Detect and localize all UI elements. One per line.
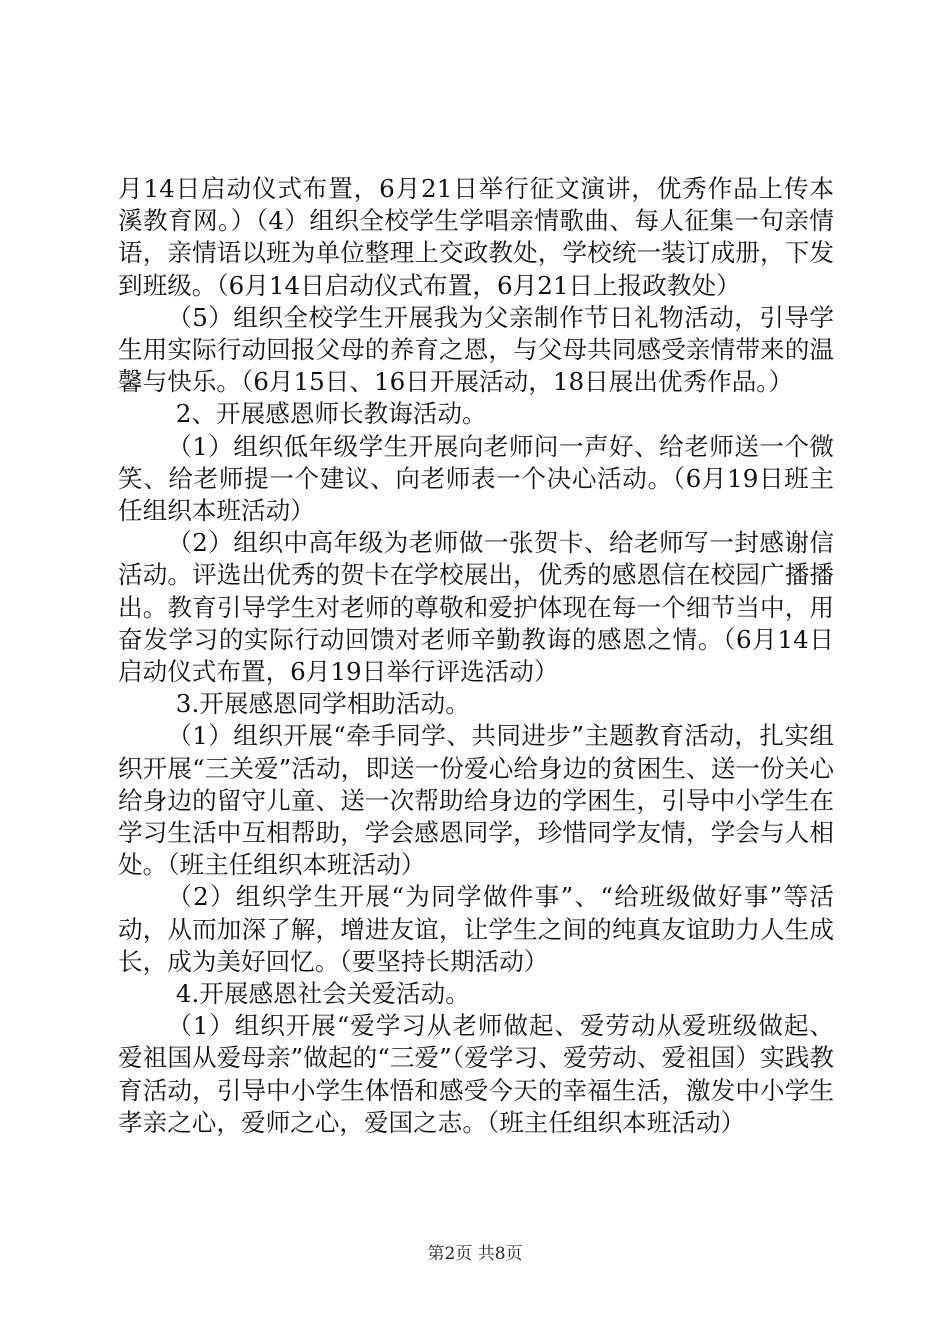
page-footer: 第2页 共8页 xyxy=(427,1244,523,1264)
paragraph-item-5: （5）组织全校学生开展我为父亲制作节日礼物活动，引导学生用实际行动回报父母的养育之恩，与父母共同感受亲情带来的温馨与快乐。（6月15日、16日开展活动，18日展出优秀作品。） xyxy=(118,302,834,397)
document-body xyxy=(118,173,834,1139)
paragraph-item-4-1: （1）组织开展“爱学习从老师做起、爱劳动从爱班级做起、爱祖国从爱母亲”做起的“三爱”（爱学习、爱劳动、爱祖国）实践教育活动，引导中小学生体悟和感受今天的幸福生活，激发中小学生孝亲之心，爱师之心，爱国之志。（班主任组织本班活动） xyxy=(118,1011,834,1137)
paragraph-item-2-2: （2）组织中高年级为老师做一张贺卡、给老师写一封感谢信活动。评选出优秀的贺卡在学校展出，优秀的感恩信在校园广播播出。教育引导学生对老师的尊敬和爱护体现在每一个细节当中，用奋发学习的实际行动回馈对老师辛勤教诲的感恩之情。（6月14日启动仪式布置，6月19日举行评选活动） xyxy=(118,528,834,687)
paragraph-item-3-1: （1）组织开展“牵手同学、共同进步”主题教育活动，扎实组织开展“三关爱”活动，即送一份爱心给身边的贫困生、送一份关心给身边的留守儿童、送一次帮助给身边的学困生，引导中小学生在学习生活中互相帮助，学会感恩同学，珍惜同学友情，学会与人相处。（班主任组织本班活动） xyxy=(118,721,834,880)
paragraph-item-3-2: （2）组织学生开展“为同学做件事”、“给班级做好事”等活动，从而加深了解，增进友谊，让学生之间的纯真友谊助力人生成长，成为美好回忆。（要坚持长期活动） xyxy=(118,882,834,976)
paragraph-continuation: 月14日启动仪式布置，6月21日举行征文演讲，优秀作品上传本溪教育网。）（4）组织全校学生学唱亲情歌曲、每人征集一句亲情语，亲情语以班为单位整理上交政教处，学校统一装订成册，下发到班级。（6月14日启动仪式布置，6月21日上报政教处） xyxy=(118,174,834,300)
section-heading-4: 4.开展感恩社会关爱活动。 xyxy=(175,979,470,1009)
section-heading-2: 2、开展感恩师长教诲活动。 xyxy=(175,399,487,429)
paragraph-item-2-1: （1）组织低年级学生开展向老师问一声好、给老师送一个微笑、给老师提一个建议、向老师表一个决心活动。（6月19日班主任组织本班活动） xyxy=(118,431,834,526)
section-heading-3: 3.开展感恩同学相助活动。 xyxy=(175,689,470,719)
